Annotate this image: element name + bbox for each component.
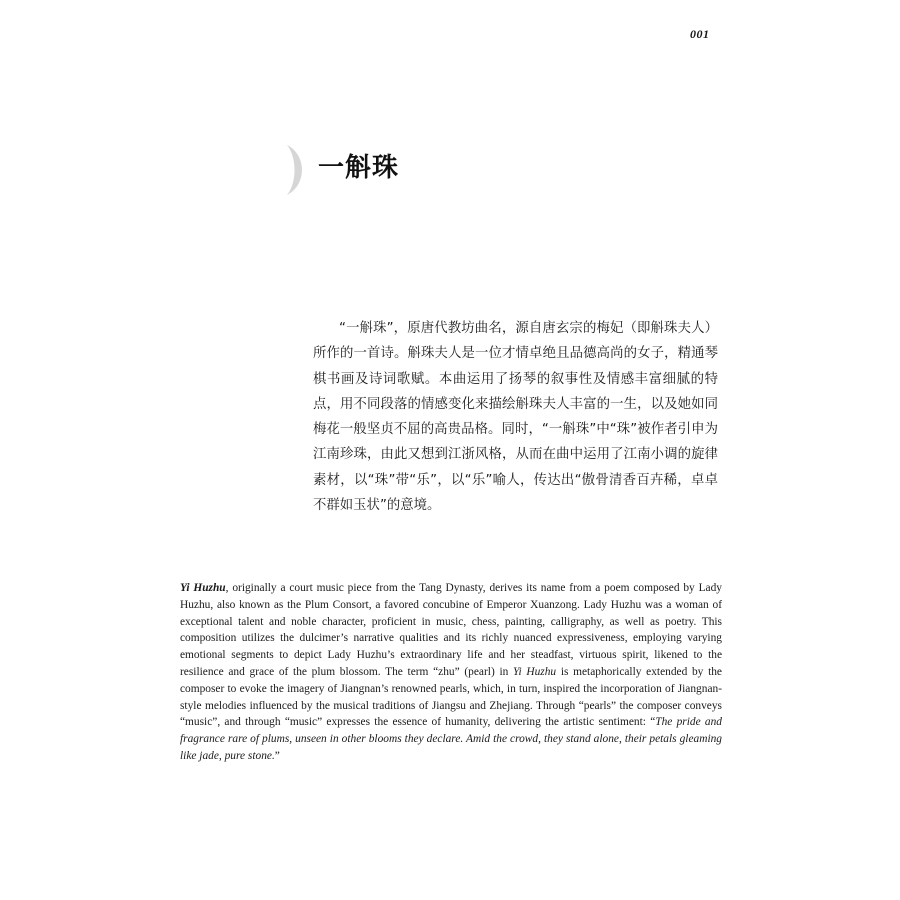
page-number: 001 [690, 27, 710, 41]
crescent-arc-icon [283, 145, 309, 195]
english-closing-quote: ” [274, 749, 280, 762]
english-text-part-1: , originally a court music piece from the Tang Dynasty, derives its name from a poem composed by Lady Huzhu, also known as the Plum Consort, a favored concubine of Emperor Xuanzong. Lady Huzhu was a woman of exceptional talent and noble character, proficient in music, chess, painting, calligraphy, as well as poetry. This composition utilizes the dulcimer’s narrative qualities and its richly nuanced expressiveness, employing varying emotional segments to depict Lady Huzhu’s extraordinary life and her steadfast, virtuous spirit, likened to the resilience and grace of the plum blossom. The term “zhu” (pearl) in [180, 582, 722, 678]
english-quote: The pride and fragrance rare of plums, unseen in other blooms they declare. Amid the crowd, they stand alone, their petals gleaming like jade, pure stone. [180, 716, 722, 762]
english-text-part-2: is metaphorically extended by the composer to evoke the imagery of Jiangnan’s renowned pearls, which, in turn, inspired the incorporation of Jiangnan-style melodies influenced by the musical traditions of Jiangsu and Zhejiang. Through “pearls” the composer conveys “music”, and through “music” expresses the essence of humanity, delivering the artistic sentiment: “ [180, 665, 722, 729]
chinese-paragraph: “一斛珠”，原唐代教坊曲名，源自唐玄宗的梅妃（即斛珠夫人）所作的一首诗。斛珠夫人是一位才情卓绝且品德高尚的女子，精通琴棋书画及诗词歌赋。本曲运用了扬琴的叙事性及情感丰富细腻的特点，用不同段落的情感变化来描绘斛珠夫人丰富的一生，以及她如同梅花一般坚贞不屈的高贵品格。同时，“一斛珠”中“珠”被作者引申为江南珍珠，由此又想到江浙风格，从而在曲中运用了江南小调的旋律素材，以“珠”带“乐”，以“乐”喻人，传达出“傲骨清香百卉稀，卓卓不群如玉状”的意境。 [313, 321, 718, 514]
english-title-ref-2: Yi Huzhu [513, 665, 557, 678]
english-paragraph [180, 580, 722, 765]
english-title-ref: Yi Huzhu [180, 582, 226, 594]
section-title: 一斛珠 [318, 153, 400, 183]
